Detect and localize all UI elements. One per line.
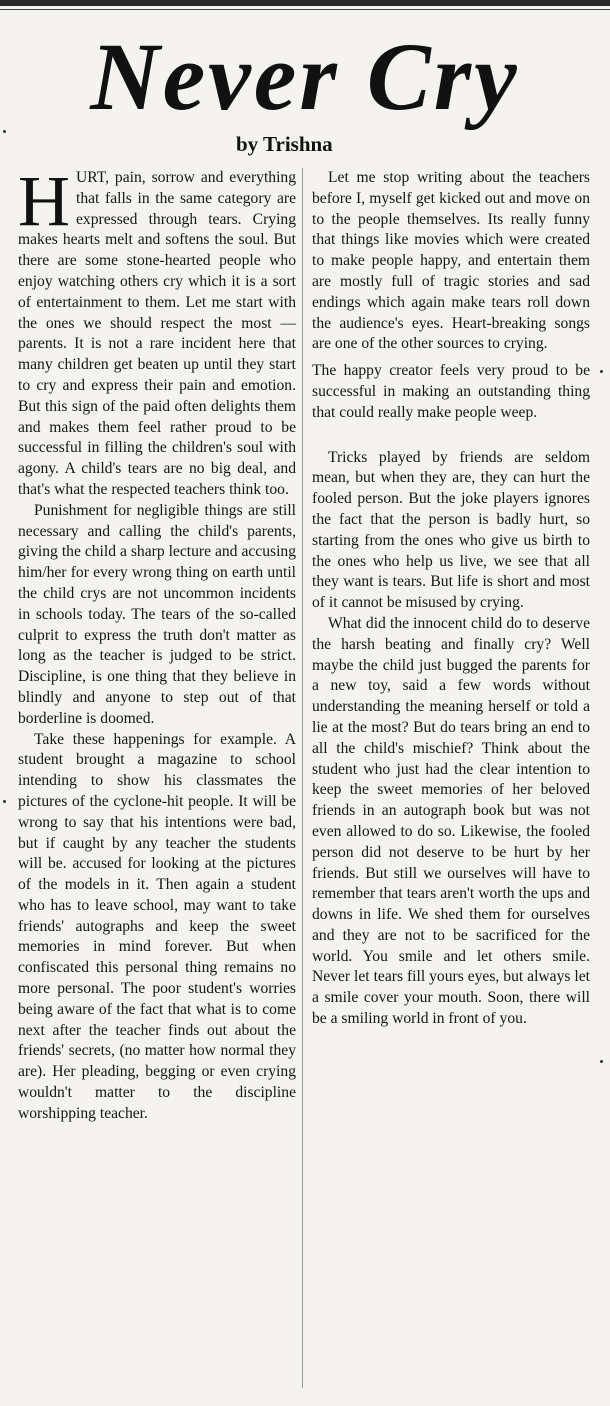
print-speck xyxy=(600,1060,603,1063)
paragraph: Take these happenings for example. A student brought a magazine to school intending to show his classmates the pictures of the cyclone-hit people. It will be wrong to say that his intentions were bad, but if caught by any teacher the students will be. accused for looking at the pictures of the models in it. Then again a student who has to leave school, may want to take friends' autographs and keep the sweet memories in mind forever. But when confiscated this personal thing remains no more personal. The poor student's worries being aware of the fact that what is to come next after the teacher finds out about the friends' secrets, (no matter how normal they are). Her pleading, begging or even crying wouldn't matter to the discipline worshipping teacher. xyxy=(18,730,296,1122)
paragraph: What did the innocent child do to deserve the harsh beating and finally cry? Well maybe the child just bugged the parents for a new toy, said a few words without understanding the meaning herself or told a lie at the most? But do tears bring an end to all the child's mischief? Think about the student who just had the clear intention to keep the sweet memories of her beloved friends in an autograph book but was not even allowed to do so. Likewise, the fooled person did not deserve to be hurt by her friends. But still we ourselves will have to remember that tears aren't worth the ups and downs in life. We shed them for ourselves and they are not to be sacrificed for the world. You smile and let others smile. Never let tears fill yours eyes, but always let a smile cover your mouth. Soon, there will be a smiling world in front of you. xyxy=(312,614,590,1028)
top-rule xyxy=(0,0,610,6)
print-speck xyxy=(3,800,6,803)
article-byline: by Trishna xyxy=(236,132,333,156)
article-title: Never Cry xyxy=(90,23,520,130)
column-divider xyxy=(302,168,303,1388)
paragraph: Let me stop writing about the teachers before I, myself get kicked out and move on to the people themselves. Its really funny that things like movies which were created to make people happy, and entertain them are mostly full of tragic stories and sad endings which again make tears roll down the audience's eyes. Heart-breaking songs are one of the other sources to crying. xyxy=(312,169,590,353)
right-column xyxy=(312,168,590,1030)
left-column xyxy=(18,161,296,1125)
paragraph-text: URT, pain, sorrow and everything that falls in the same category are expressed through tears. Crying makes hearts melt and softens the soul. But there are some stone-hearted people who enjoy watching others cry which it is a sort of entertainment to them. Let me start with the ones we should respect the most — parents. It is not a rare incident here that many children get beaten up until they start to cry and express their pain and emotion. But this sign of the paid often delights them and makes them feel rather proud to be successful in filling the children's soul with agony. A child's tears are no big deal, and that's what the respected teachers think too. xyxy=(18,169,296,498)
print-speck xyxy=(600,370,603,373)
paragraph: Tricks played by friends are seldom mean, but when they are, they can hurt the fooled person. But the joke players ignores the fact that the person is badly hurt, so starting from the ones who give us birth to the ones who help us live, we see that all they want is tears. But life is short and most of it cannot be misused by crying. xyxy=(312,448,590,612)
top-rule-thin xyxy=(0,9,610,10)
paragraph: The happy creator feels very proud to be successful in making an outstanding thing that could really make people weep. xyxy=(312,362,590,421)
paragraph xyxy=(18,161,296,501)
print-speck xyxy=(3,130,6,133)
dropcap: H xyxy=(18,161,70,241)
paragraph: Punishment for negligible things are still necessary and calling the child's parents, giving the child a sharp lecture and accusing him/her for every wrong thing on earth until the child crys are not uncommon incidents in schools today. The tears of the so-called culprit to express the truth don't matter as long as the teacher is judged to be strict. Discipline, is one thing that they believe in blindly and anyone to step out of that borderline is doomed. xyxy=(18,501,296,727)
